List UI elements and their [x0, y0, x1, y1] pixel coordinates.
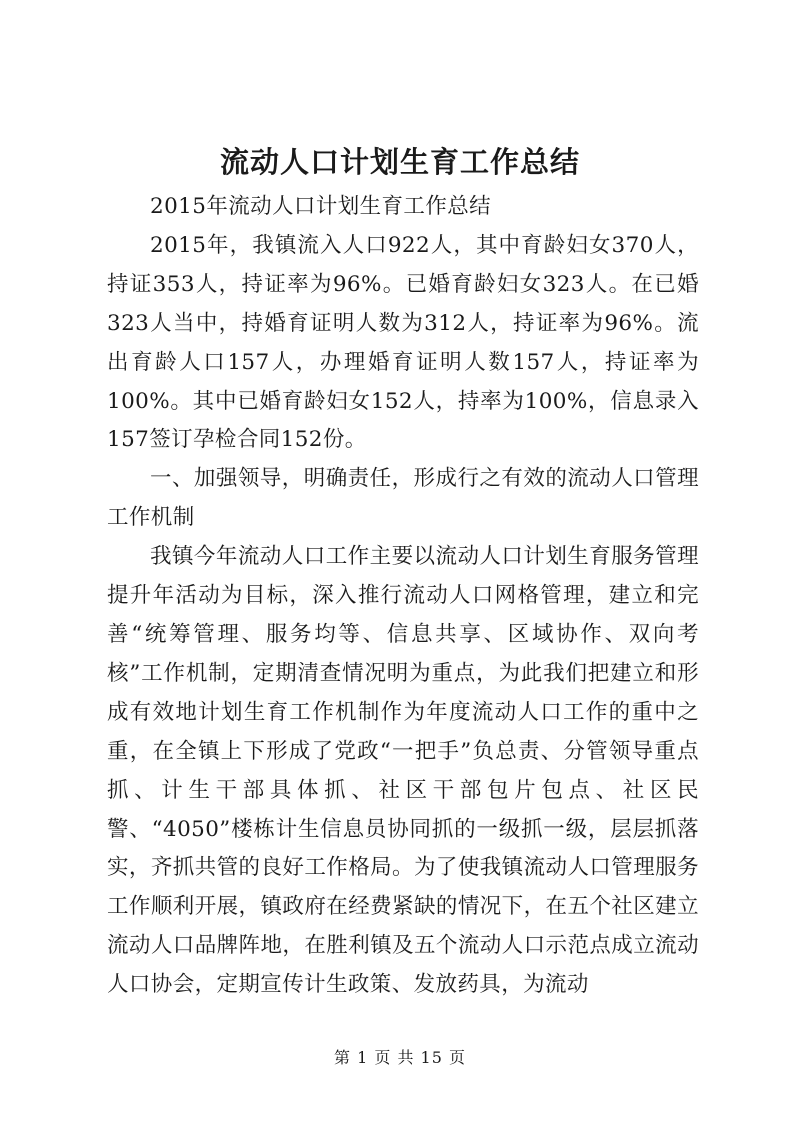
- paragraph-subtitle: 2015年流动人口计划生育工作总结: [150, 194, 492, 219]
- paragraph-mechanism: 我镇今年流动人口工作主要以流动人口计划生育服务管理提升年活动为目标，深入推行流动人口网格管理，建立和完善“统筹管理、服务均等、信息共享、区域协作、双向考核”工作机制，定期清查情况明为重点，为此我们把建立和形成有效地计划生育工作机制作为年度流动人口工作的重中之重，在全镇上下形成了党政“一把手”负总责、分管领导重点抓、计生干部具体抓、社区干部包片包点、社区民警、“4050”楼栋计生信息员协同抓的一级抓一级，层层抓落实，齐抓共管的良好工作格局。为了使我镇流动人口管理服务工作顺利开展，镇政府在经费紧缺的情况下，在五个社区建立流动人口品牌阵地，在胜利镇及五个流动人口示范点成立流动人口协会，定期宣传计生政策、发放药具，为流动: [107, 544, 699, 998]
- page-footer: 第 1 页 共 15 页: [334, 1048, 466, 1067]
- paragraph-statistics: 2015年，我镇流入人口922人，其中育龄妇女370人，持证353人，持证率为96%。已婚育龄妇女323人。在已婚323人当中，持婚育证明人数为312人，持证率为96%。流出育龄人口157人，办理婚育证明人数157人，持证率为100%。其中已婚育龄妇女152人，持率为100%，信息录入157签订孕检合同152份。: [107, 232, 699, 453]
- document-title: 流动人口计划生育工作总结: [219, 145, 580, 179]
- section-heading-1: 一、加强领导，明确责任，形成行之有效的流动人口管理工作机制: [107, 466, 699, 531]
- document-body: [107, 188, 699, 1005]
